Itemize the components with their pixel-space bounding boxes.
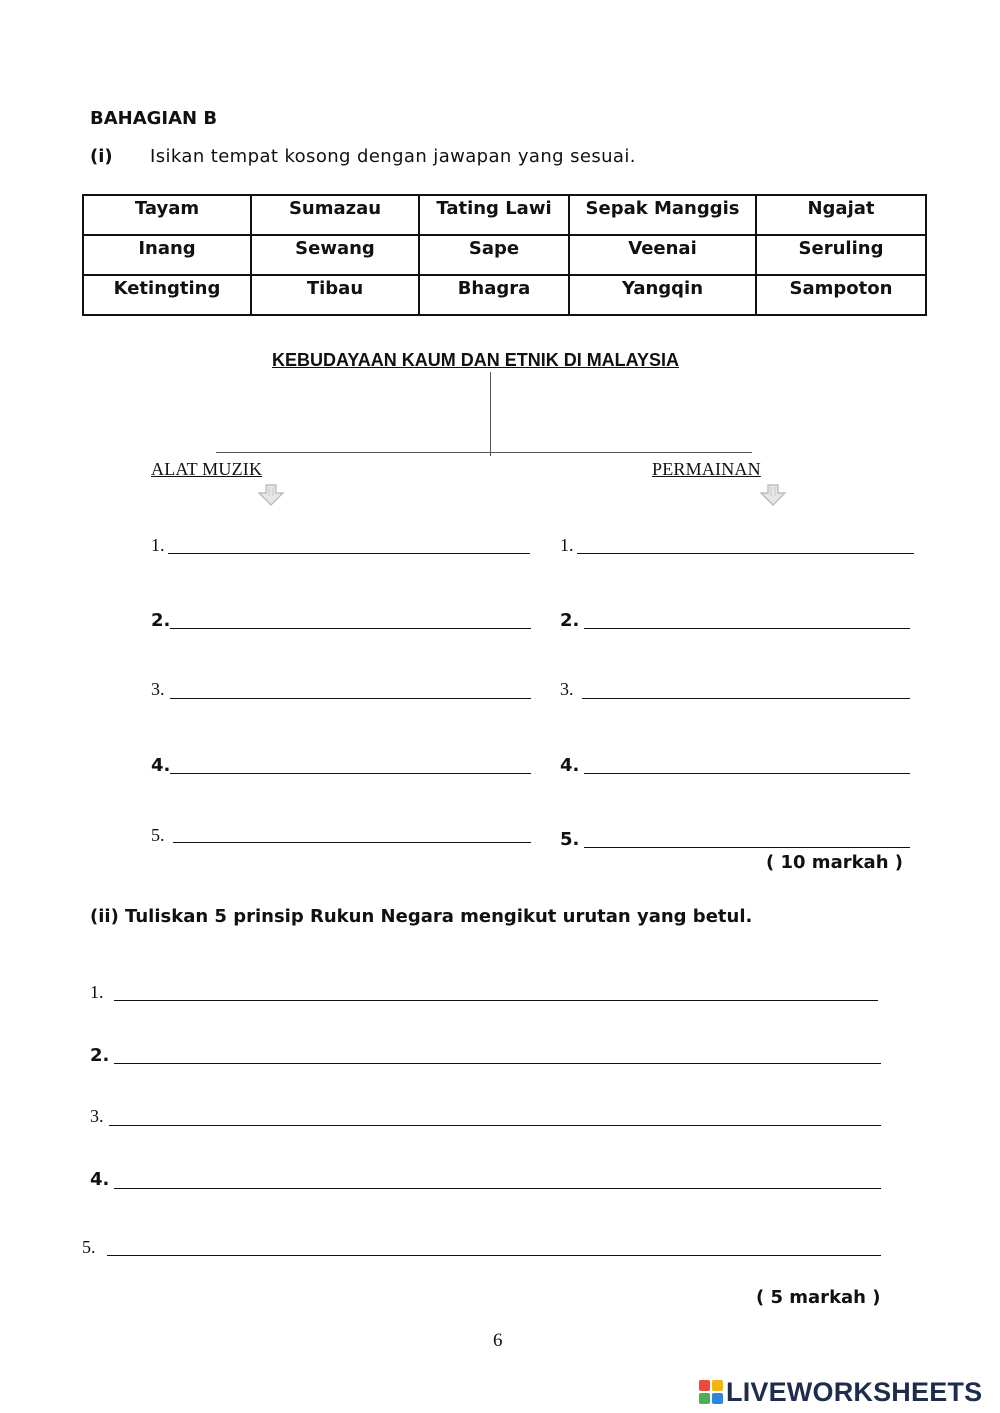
liveworksheets-logo-icon	[698, 1379, 724, 1405]
table-cell: Yangqin	[569, 275, 756, 315]
answer-number: 5.	[560, 829, 580, 850]
answer-number: 4.	[560, 755, 580, 776]
answer-number: 5.	[151, 825, 165, 845]
diagram-vertical-connector	[490, 372, 491, 456]
table-cell: Tibau	[251, 275, 419, 315]
section-title: BAHAGIAN B	[90, 108, 218, 129]
answer-line-alat-muzik-1[interactable]	[168, 553, 530, 554]
brand-name: LIVEWORKSHEETS	[726, 1376, 983, 1407]
answer-line-rukun-negara-5[interactable]	[107, 1255, 881, 1256]
table-cell: Veenai	[569, 235, 756, 275]
answer-line-permainan-3[interactable]	[582, 698, 910, 699]
answer-number: 1.	[90, 982, 104, 1002]
answer-line-alat-muzik-5[interactable]	[173, 842, 531, 843]
table-row	[83, 195, 926, 235]
answer-line-alat-muzik-4[interactable]	[170, 773, 531, 774]
answer-number: 4.	[90, 1169, 110, 1190]
answer-number: 4.	[151, 755, 171, 776]
answer-line-alat-muzik-2[interactable]	[170, 628, 531, 629]
answer-line-permainan-1[interactable]	[577, 553, 914, 554]
marks-label: ( 5 markah )	[756, 1287, 881, 1308]
answer-line-rukun-negara-1[interactable]	[114, 1000, 878, 1001]
table-cell: Sape	[419, 235, 569, 275]
table-cell: Tating Lawi	[419, 195, 569, 235]
table-row	[83, 275, 926, 315]
arrow-down-icon	[758, 484, 788, 506]
brand-watermark	[698, 1374, 982, 1410]
answer-number: 1.	[151, 535, 165, 555]
answer-line-rukun-negara-3[interactable]	[109, 1125, 881, 1126]
answer-number: 3.	[151, 679, 165, 699]
table-cell: Ngajat	[756, 195, 926, 235]
answer-line-alat-muzik-3[interactable]	[170, 698, 531, 699]
branch-label-alat-muzik: ALAT MUZIK	[151, 459, 263, 479]
table-row	[83, 235, 926, 275]
answer-number: 3.	[560, 679, 574, 699]
arrow-down-icon	[256, 484, 286, 506]
answer-number: 3.	[90, 1106, 104, 1126]
diagram-horizontal-connector	[216, 452, 752, 453]
table-cell: Bhagra	[419, 275, 569, 315]
diagram-title: KEBUDAYAAN KAUM DAN ETNIK DI MALAYSIA	[272, 350, 680, 370]
marks-label: ( 10 markah )	[766, 852, 904, 873]
answer-number: 1.	[560, 535, 574, 555]
table-cell: Ketingting	[83, 275, 251, 315]
answer-number: 2.	[560, 610, 580, 631]
answer-line-rukun-negara-2[interactable]	[114, 1063, 881, 1064]
table-cell: Inang	[83, 235, 251, 275]
table-cell: Seruling	[756, 235, 926, 275]
answer-line-permainan-5[interactable]	[584, 847, 910, 848]
answer-number: 2.	[90, 1045, 110, 1066]
answer-line-permainan-2[interactable]	[584, 628, 910, 629]
table-cell: Sewang	[251, 235, 419, 275]
answer-number: 5.	[82, 1237, 96, 1257]
table-cell: Sepak Manggis	[569, 195, 756, 235]
question-2-text: (ii) Tuliskan 5 prinsip Rukun Negara mengikut urutan yang betul.	[90, 906, 753, 927]
answer-line-rukun-negara-4[interactable]	[114, 1188, 881, 1189]
table-cell: Sampoton	[756, 275, 926, 315]
page-number: 6	[493, 1330, 503, 1351]
word-bank-table	[82, 194, 927, 316]
answer-number: 2.	[151, 610, 171, 631]
table-cell: Sumazau	[251, 195, 419, 235]
answer-line-permainan-4[interactable]	[584, 773, 910, 774]
question-1-instruction: Isikan tempat kosong dengan jawapan yang sesuai.	[150, 146, 636, 167]
table-cell: Tayam	[83, 195, 251, 235]
question-1-marker: (i)	[90, 146, 113, 167]
branch-label-permainan: PERMAINAN	[652, 459, 761, 479]
